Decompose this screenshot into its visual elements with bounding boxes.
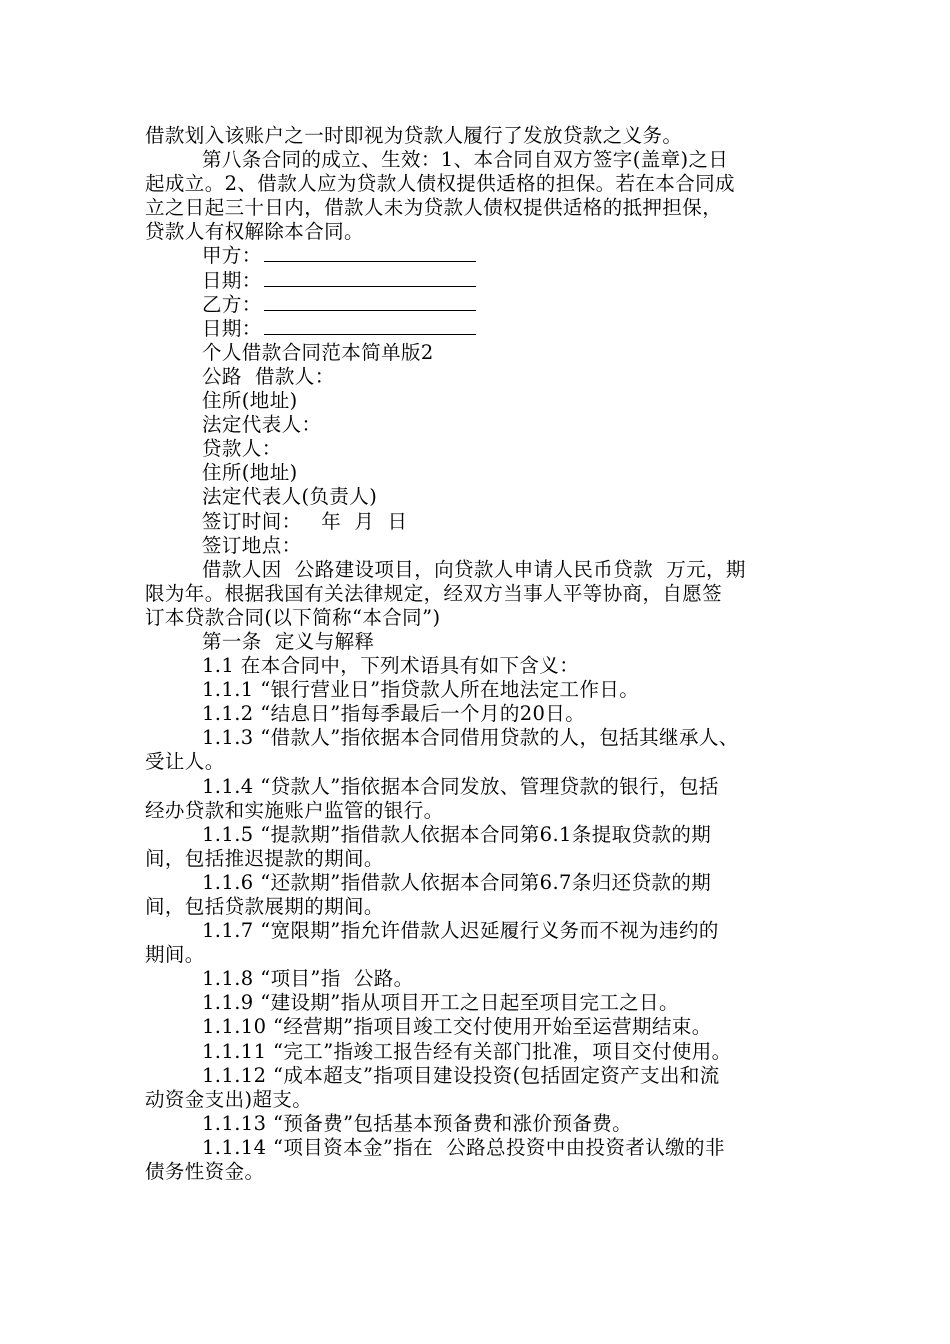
signature-row-date-a [145,269,825,293]
text-line: 1.1.4 “贷款人”指依据本合同发放、管理贷款的银行，包括 [202,774,719,798]
text-line: 借款人因 公路建设项目，向贷款人申请人民币贷款 万元，期 [202,557,746,581]
text-line: 借款划入该账户之一时即视为贷款人履行了发放贷款之义务。 [145,124,683,147]
text-line: 受让人。 [145,750,225,774]
section-heading: 第一条 定义与解释 [202,629,375,653]
signature-row-party-b [145,293,825,317]
signature-label: 甲方： [202,244,262,268]
signature-blank [264,269,476,287]
text-line: 经办贷款和实施账户监管的银行。 [145,798,444,822]
signature-blank [264,293,476,311]
signature-label: 乙方： [202,292,262,316]
text-line: 1.1.9 “建设期”指从项目开工之日起至项目完工之日。 [202,991,679,1015]
signature-blank [264,244,476,262]
text-line: 间，包括贷款展期的期间。 [145,895,384,918]
text-line: 1.1.7 “宽限期”指允许借款人迟延履行义务而不视为违约的 [202,919,719,943]
text-line: 签订地点： [202,533,302,557]
contract-template-2 [145,341,825,1184]
text-line: 起成立。2、借款人应为贷款人债权提供适格的担保。若在本合同成 [145,172,735,196]
document-page [145,124,825,1184]
text-line: 法定代表人(负责人) [202,485,378,509]
signature-block [145,244,825,340]
text-line: 债务性资金。 [145,1160,265,1184]
text-line: 贷款人： [202,437,282,461]
section-title: 个人借款合同范本简单版2 [202,340,434,364]
contract-clause-8 [145,124,825,244]
text-line: 1.1.8 “项目”指 公路。 [202,967,414,991]
text-line: 1.1.6 “还款期”指借款人依据本合同第6.7条归还贷款的期 [202,870,712,894]
text-line: 动资金支出)超支。 [145,1087,313,1111]
text-line: 订本贷款合同(以下简称“本合同”) [145,605,441,629]
signature-blank [264,317,476,335]
text-line: 1.1.12 “成本超支”指项目建设投资(包括固定资产支出和流 [202,1063,720,1087]
text-line: 法定代表人： [202,413,322,437]
text-line: 1.1.13 “预备费”包括基本预备费和涨价预备费。 [202,1111,633,1135]
text-line: 1.1.3 “借款人”指依据本合同借用贷款的人，包括其继承人、 [202,726,739,750]
text-line: 1.1.5 “提款期”指借款人依据本合同第6.1条提取贷款的期 [202,822,712,846]
signature-label: 日期： [202,316,262,340]
text-line: 住所(地址) [202,461,298,485]
signature-label: 日期： [202,268,262,292]
text-line: 公路 借款人： [202,364,335,388]
text-line: 立之日起三十日内，借款人未为贷款人债权提供适格的抵押担保， [145,196,723,220]
signature-row-date-b [145,317,825,341]
text-line: 间，包括推迟提款的期间。 [145,846,384,870]
text-line: 第八条合同的成立、生效：1、本合同自双方签字(盖章)之日 [202,148,729,172]
text-line: 贷款人有权解除本合同。 [145,220,364,244]
signature-row-party-a [145,244,825,268]
text-line: 1.1.11 “完工”指竣工报告经有关部门批准，项目交付使用。 [202,1039,732,1063]
text-line: 签订时间： 年 月 日 [202,509,408,533]
text-line: 1.1.2 “结息日”指每季最后一个月的20日。 [202,702,586,726]
text-line: 限为年。根据我国有关法律规定，经双方当事人平等协商，自愿签 [145,581,723,605]
text-line: 住所(地址) [202,389,298,413]
text-line: 1.1.14 “项目资本金”指在 公路总投资中由投资者认缴的非 [202,1135,725,1159]
text-line: 1.1 在本合同中，下列术语具有如下含义： [202,654,580,678]
text-line: 期间。 [145,943,205,967]
text-line: 1.1.10 “经营期”指项目竣工交付使用开始至运营期结束。 [202,1015,712,1039]
text-line: 1.1.1 “银行营业日”指贷款人所在地法定工作日。 [202,678,640,702]
